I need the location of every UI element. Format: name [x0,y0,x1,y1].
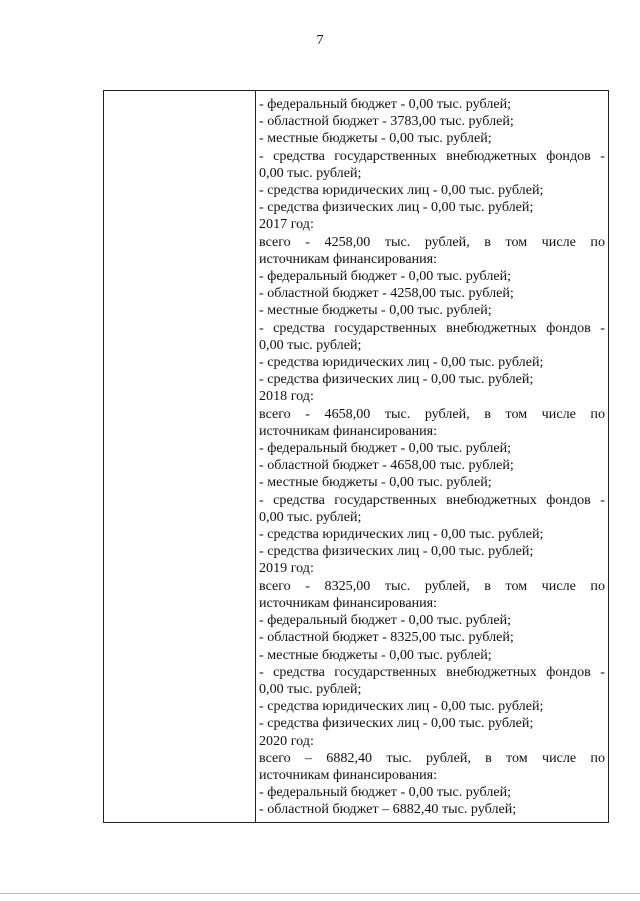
text-line: - областной бюджет - 4258,00 тыс. рублей; [259,285,514,302]
text-line: - федеральный бюджет - 0,00 тыс. рублей; [259,784,512,801]
text-line: - средства государственных внебюджетных фондов - [259,147,605,164]
text-line: - средства физических лиц - 0,00 тыс. рублей; [259,199,534,216]
text-line: всего – 6882,40 тыс. рублей, в том числе по [259,749,605,766]
text-line: - средства юридических лиц - 0,00 тыс. рублей; [259,354,544,371]
text-line: - средства государственных внебюджетных фондов - [259,491,605,508]
text-line: - местные бюджеты - 0,00 тыс. рублей; [259,302,492,319]
text-line: - средства юридических лиц - 0,00 тыс. рублей; [259,698,544,715]
text-line: - средства юридических лиц - 0,00 тыс. рублей; [259,526,544,543]
text-line: - областной бюджет – 6882,40 тыс. рублей; [259,801,517,818]
text-line: - областной бюджет - 8325,00 тыс. рублей; [259,629,514,646]
text-line: - федеральный бюджет - 0,00 тыс. рублей; [259,612,512,629]
text-line: - областной бюджет - 4658,00 тыс. рублей; [259,457,514,474]
text-line: 2019 год: [259,560,314,577]
text-line: всего - 8325,00 тыс. рублей, в том числе по [259,577,605,594]
financing-table [103,90,609,823]
text-line: 2020 год: [259,732,314,749]
text-line: 0,00 тыс. рублей; [259,164,362,181]
text-line: - средства физических лиц - 0,00 тыс. рублей; [259,543,534,560]
text-line: источникам финансирования: [259,422,438,439]
text-line: источникам финансирования: [259,594,438,611]
text-line: 0,00 тыс. рублей; [259,336,362,353]
text-line: - областной бюджет - 3783,00 тыс. рублей; [259,113,514,130]
text-line: - средства государственных внебюджетных фондов - [259,319,605,336]
column-divider [255,91,256,822]
text-line: - средства физических лиц - 0,00 тыс. рублей; [259,371,534,388]
text-line: 2017 год: [259,216,314,233]
text-line: - местные бюджеты - 0,00 тыс. рублей; [259,646,492,663]
text-line: - средства государственных внебюджетных фондов - [259,663,605,680]
text-line: - средства физических лиц - 0,00 тыс. рублей; [259,715,534,732]
financing-text-cell [259,96,605,819]
text-line: - федеральный бюджет - 0,00 тыс. рублей; [259,268,512,285]
text-line: всего - 4658,00 тыс. рублей, в том числе по [259,405,605,422]
text-line: - федеральный бюджет - 0,00 тыс. рублей; [259,96,512,112]
text-line: источникам финансирования: [259,766,438,783]
text-line: всего - 4258,00 тыс. рублей, в том числе по [259,233,605,250]
page-bottom-rule [0,893,640,894]
text-line: - местные бюджеты - 0,00 тыс. рублей; [259,474,492,491]
page-number: 7 [316,33,324,48]
text-line: 0,00 тыс. рублей; [259,680,362,697]
text-line: 2018 год: [259,388,314,405]
text-line: 0,00 тыс. рублей; [259,508,362,525]
text-line: - федеральный бюджет - 0,00 тыс. рублей; [259,440,512,457]
text-line: источникам финансирования: [259,250,438,267]
text-line: - средства юридических лиц - 0,00 тыс. рублей; [259,182,544,199]
text-line: - местные бюджеты - 0,00 тыс. рублей; [259,130,492,147]
